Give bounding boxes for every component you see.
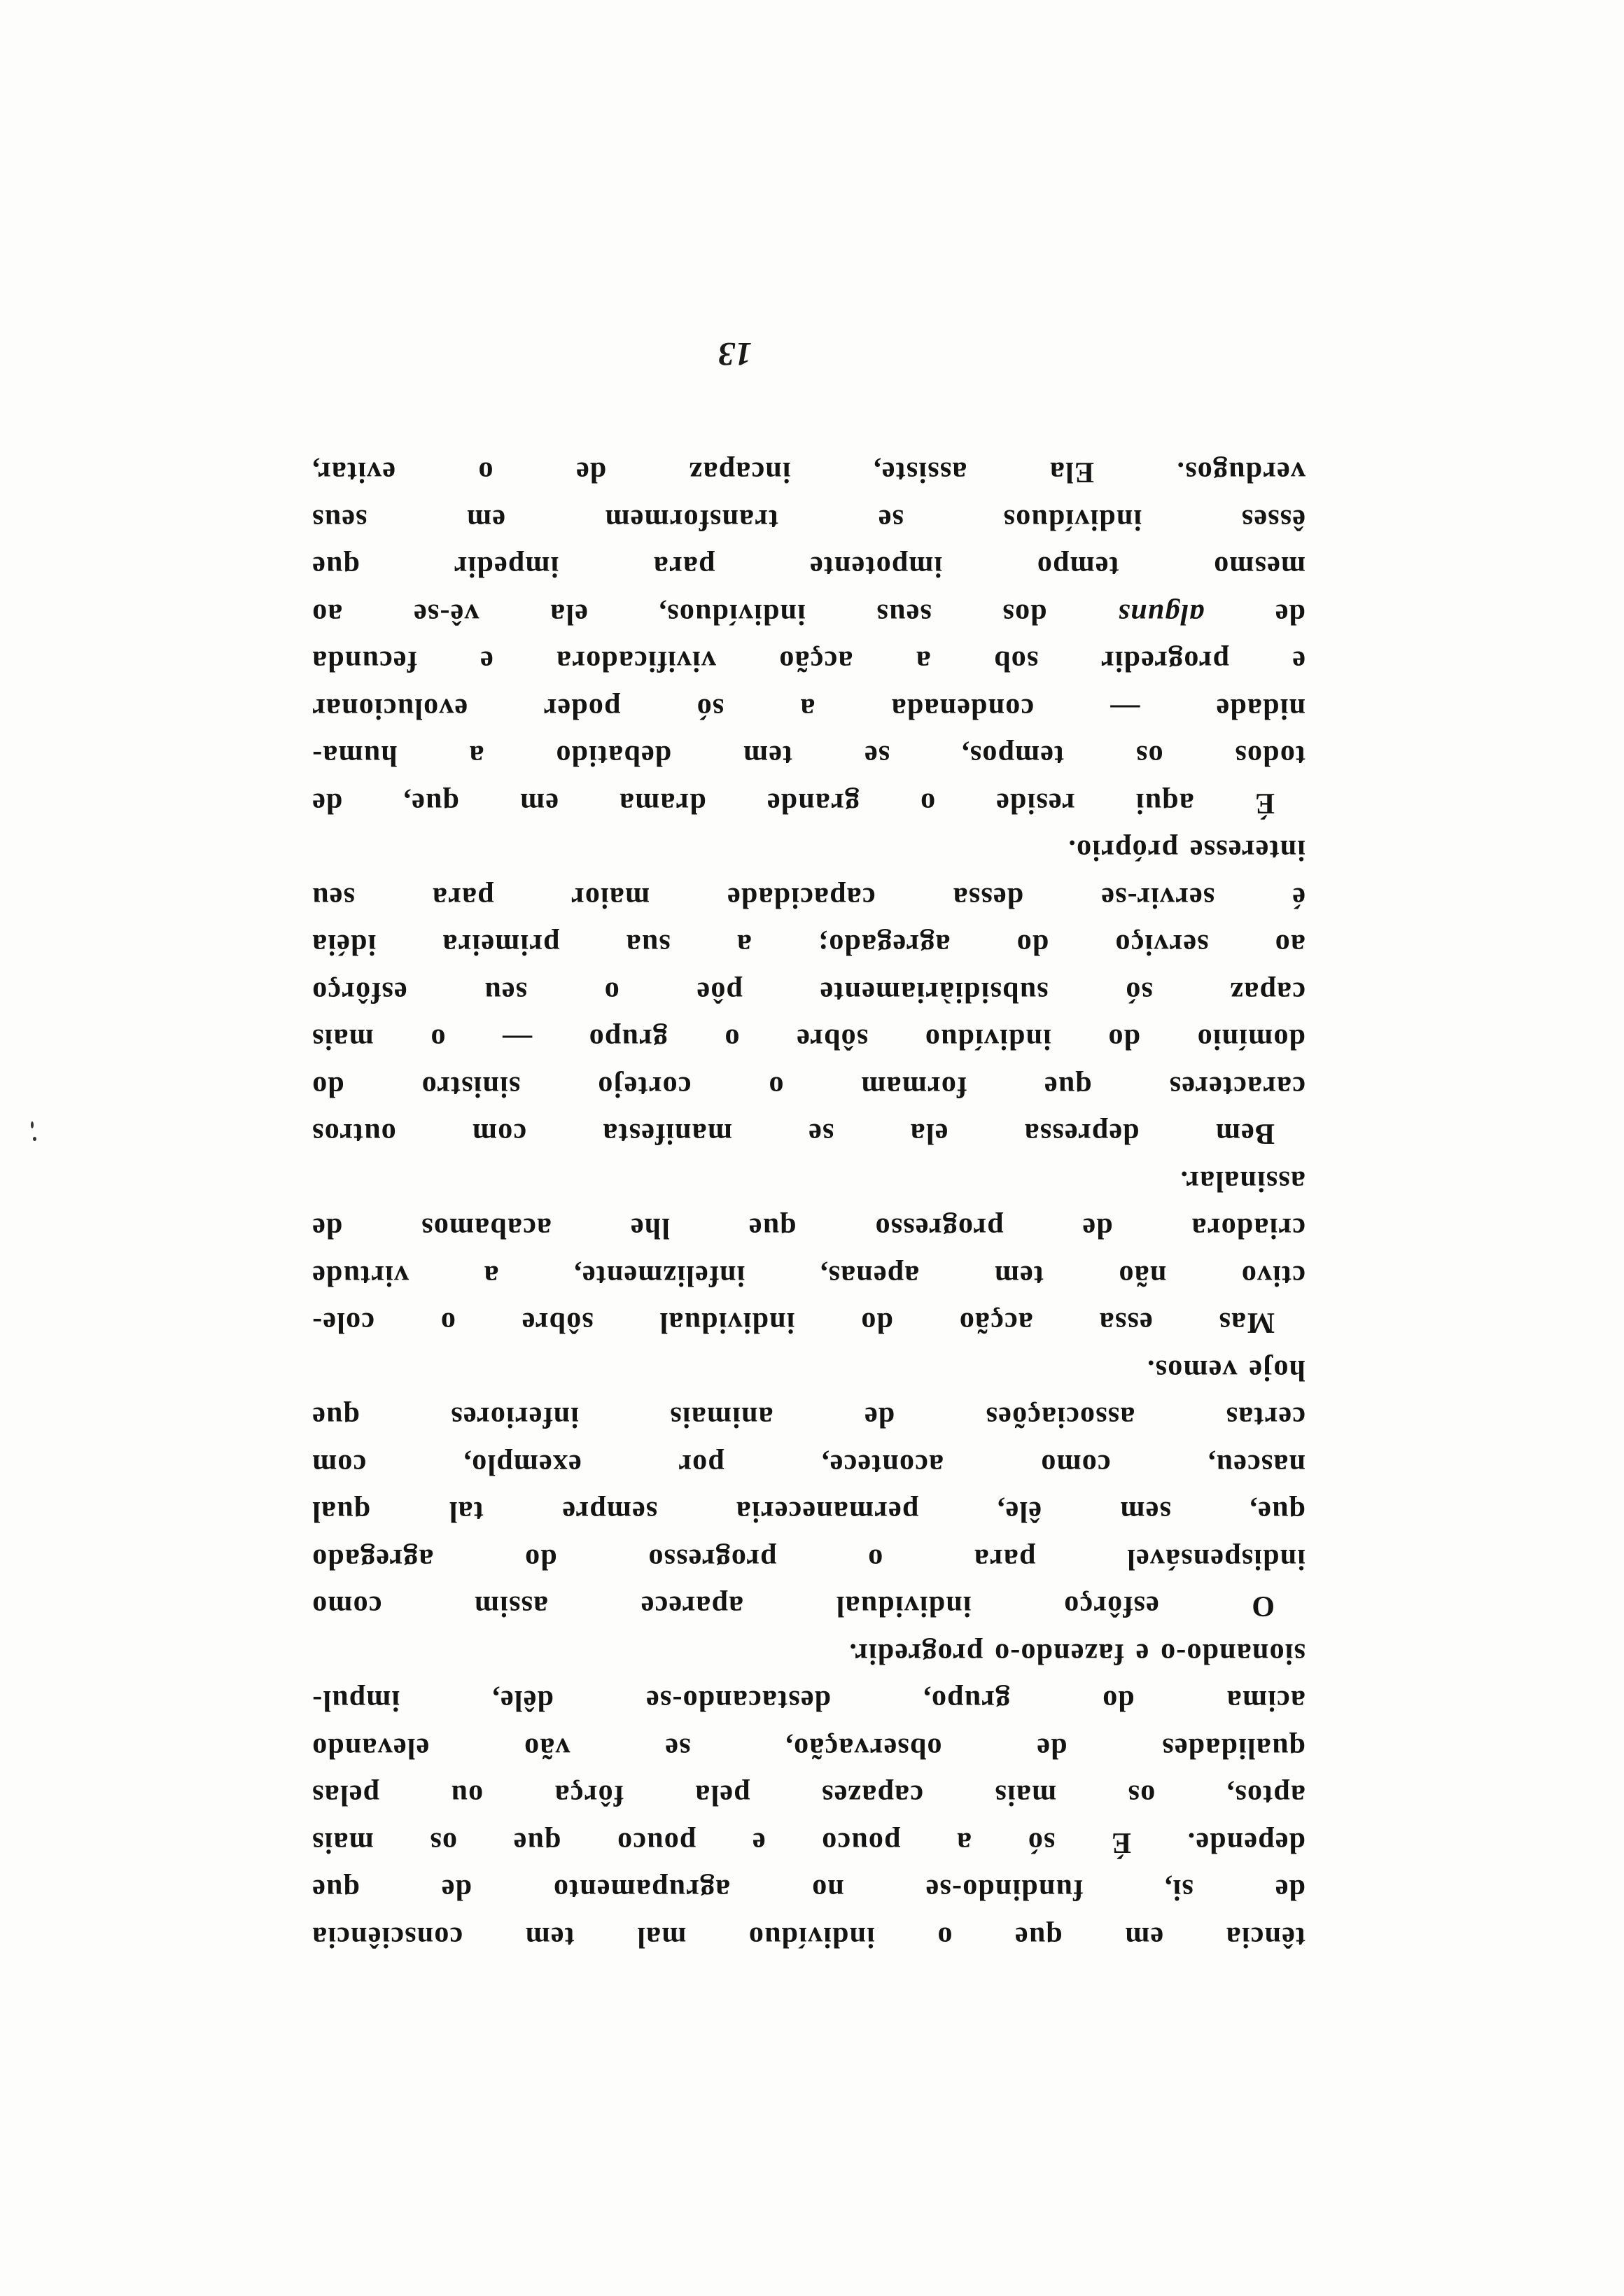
- scan-speck: [33, 1137, 36, 1141]
- text-line: qualidades de observação, se vão elevando: [312, 1732, 1306, 1764]
- text-line: e progredir sob a acção vivificadora e fecunda: [312, 645, 1306, 678]
- text-line: de si, fundindo-se no agrupamento de que: [312, 1873, 1306, 1906]
- text-line: criadora de progresso que lhe acabamos de: [312, 1212, 1306, 1245]
- text-line: que, sem êle, permaneceria sempre tal qual: [312, 1495, 1306, 1528]
- text-line: êsses indivíduos se transformem em seus: [312, 503, 1306, 536]
- text-line: capaz só subsidiàriamente pôe o seu esfôrço: [312, 976, 1306, 1008]
- text-line: hoje vemos.: [1146, 1354, 1306, 1386]
- text-line: depende. É só a pouco e pouco que os mais: [312, 1826, 1306, 1858]
- paragraph-first-line: Mas essa acção do individual sôbre o cole-: [312, 1306, 1275, 1339]
- text-line: verdugos. Ela assiste, incapaz de o evitar,: [312, 456, 1306, 489]
- text-line: assinalar.: [1180, 1165, 1306, 1197]
- page-number: 13: [718, 335, 752, 372]
- emphasis-text: alguns: [1117, 598, 1205, 630]
- paragraph-first-line: É aqui reside o grande drama em que, de: [312, 787, 1275, 819]
- paragraph-first-line: O esfôrço individual aparece assim como: [312, 1590, 1275, 1623]
- text-line: nasceu, como acontece, por exemplo, com: [312, 1448, 1306, 1480]
- text-line: sionando-o e fazendo-o progredir.: [848, 1637, 1306, 1670]
- text-line: caracteres que formam o cortejo sinistro do: [312, 1070, 1306, 1102]
- text-line: certas associações de animais inferiores que: [312, 1401, 1306, 1434]
- text-line: de alguns dos seus indivíduos, ela vê-se ao: [311, 598, 1306, 630]
- text-line: nidade — condenada a só poder evolucionar: [312, 692, 1306, 724]
- text-line: ao serviço do agregado; a sua primeira idéia: [312, 928, 1306, 961]
- text-line: é servir-se dessa capacidade maior para seu: [312, 881, 1306, 913]
- text-line: domínio do indivíduo sôbre o grupo — o mais: [312, 1023, 1306, 1056]
- text-line: mesmo tempo impotente para impedir que: [312, 550, 1306, 583]
- text-line: todos os tempos, se tem debatido a huma-: [312, 739, 1306, 772]
- text-line: ctivo não tem apenas, infelizmente, a virtude: [312, 1259, 1306, 1292]
- text-line: interesse próprio.: [1068, 834, 1306, 867]
- text-line: aptos, os mais capazes pela fôrça ou pelas: [312, 1779, 1306, 1812]
- text-line: acima do grupo, destacando-se dêle, impul-: [312, 1684, 1306, 1717]
- paragraph-first-line: Bem depressa ela se manifesta com outros: [312, 1117, 1275, 1150]
- scan-speck: [31, 1121, 34, 1128]
- text-line: tência em que o indivíduo mal tem consciência: [312, 1921, 1306, 1953]
- body-text: [312, 448, 1306, 1960]
- text-line: indispensável para o progresso do agregado: [312, 1543, 1306, 1575]
